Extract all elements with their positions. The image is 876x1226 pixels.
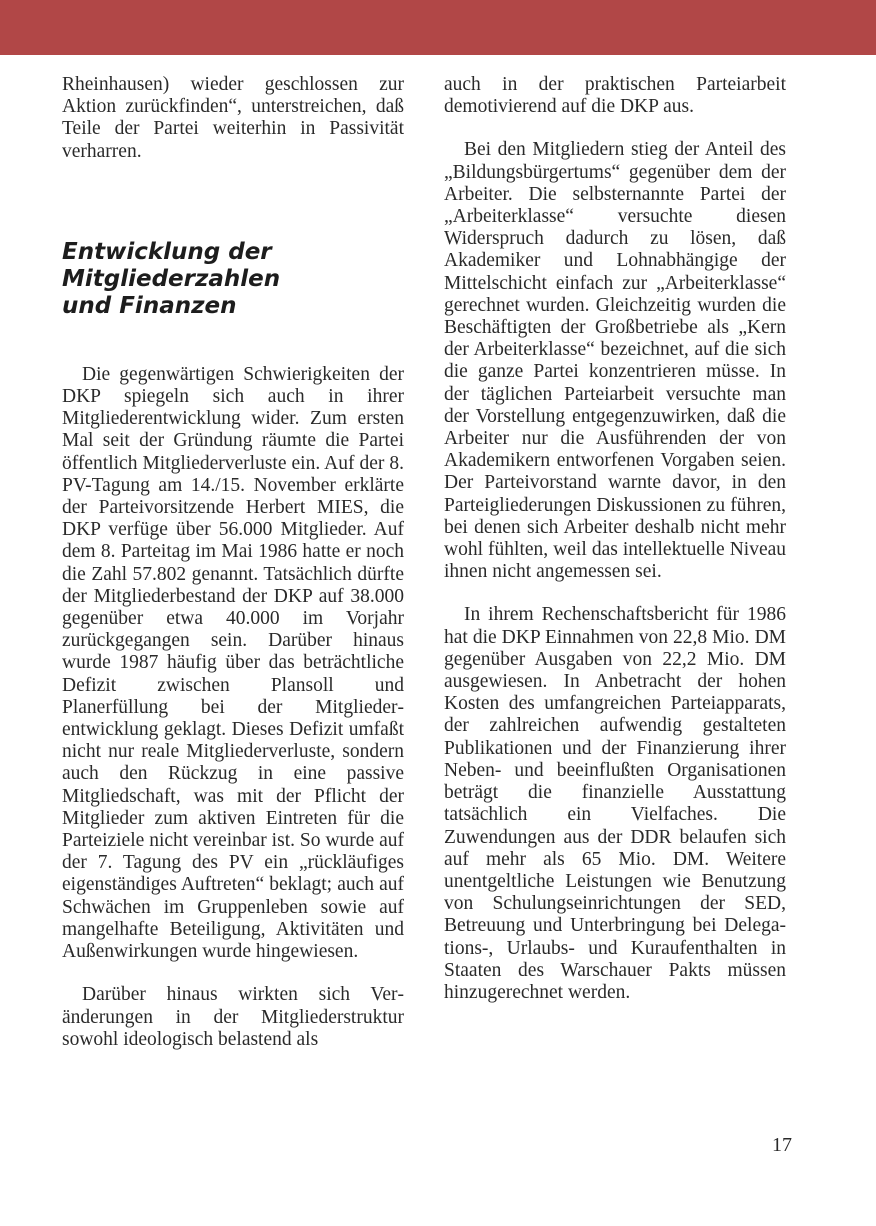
paragraph-continued-right: auch in der praktischen Parteiarbeit demotivierend auf die DKP aus.: [444, 74, 786, 118]
section-heading: [62, 239, 404, 320]
left-column: [62, 74, 404, 1051]
header-color-bar: [0, 0, 876, 55]
section-heading-line3: und Finanzen: [62, 292, 237, 319]
right-column: [444, 74, 786, 1004]
paragraph-finances: In ihrem Rechenschaftsbericht für 1986 hat die DKP Einnahmen von 22,8 Mio. DM gegenüber Ausgaben von 22,2 Mio. DM ausgewiesen. In Anbetracht der hohen Kosten des umfangreichen Parteiapparats, der zahlreichen aufwendig gestalteten Publikationen und der Finanzierung ihrer Neben- und beeinflußten Organisationen beträgt die finanzielle Ausstattung tatsächlich ein Vielfaches. Die Zuwendungen aus der DDR belaufen sich auf mehr als 65 Mio. DM. Weitere unentgeltliche Leistungen wie Benutzung von Schulungseinrichtungen der SED, Betreuung und Unterbringung bei Delegations-, Urlaubs- und Kuraufenthalten in Staaten des Warschauer Pakts müssen hinzugerechnet werden.: [444, 604, 786, 1003]
paragraph-membership: Die gegenwärtigen Schwierigkeiten der DKP spiegeln sich auch in ihrer Mitgliederentwicklung wider. Zum ersten Mal seit der Gründung räumte die Partei öffentlich Mitgliederverluste ein. Auf der 8. PV-Tagung am 14./15. November erklärte der Parteivorsitzende Herbert MIES, die DKP verfüge über 56.000 Mitglieder. Auf dem 8. Parteitag im Mai 1986 hatte er noch die Zahl 57.802 genannt. Tatsächlich dürfte der Mitgliederbestand der DKP auf 38.000 gegenüber etwa 40.000 im Vorjahr zurückgegangen sein. Darüber hinaus wurde 1987 häufig über das beträchtliche Defizit zwischen Plansoll und Planerfüllung bei der Mitgliederentwicklung geklagt. Dieses Defizit umfaßt nicht nur reale Mitgliederverluste, sondern auch den Rückzug in eine passive Mitgliedschaft, was mit der Pflicht der Mitglieder zum aktiven Eintreten für die Parteiziele nicht vereinbar ist. So wurde auf der 7. Tagung des PV ein „rückläufiges eigenständiges Auftreten“ beklagt; auch auf Schwächen im Gruppenleben sowie auf mangelhafte Beteiligung, Aktivitäten und Außenwirkungen wurde hingewiesen.: [62, 363, 404, 963]
section-heading-line1: Entwicklung der: [62, 238, 272, 265]
paragraph-structure-changes: Darüber hinaus wirkten sich Veränderungen in der Mitgliederstruktur sowohl ideologisch belastend als: [62, 984, 404, 1050]
section-heading-line2: Mitgliederzahlen: [62, 265, 281, 292]
page-number: 17: [772, 1134, 792, 1156]
paragraph-education: Bei den Mitgliedern stieg der Anteil des „Bildungsbürgertums“ gegenüber dem der Arbeiter. Die selbsternannte Partei der „Arbeiterklasse“ versuchte diesen Widerspruch dadurch zu lösen, daß Akademiker und Lohnabhängige der Mittelschicht einfach zur „Arbeiterklasse“ gerechnet wurden. Gleichzeitig wurden die Beschäftigten der Großbetriebe als „Kern der Arbeiterklasse“ bezeichnet, auf die sich die ganze Partei konzentrieren müsse. In der täglichen Parteiarbeit versuchte man der Vorstellung entgegenzuwirken, daß die Arbeiter nur die Ausführenden der von Akademikern entworfenen Vorgaben seien. Der Parteivorstand warnte davor, in den Parteigliederungen Diskussionen zu führen, bei denen sich Arbeiter deshalb nicht mehr wohl fühlten, weil das intellektuelle Niveau ihnen nicht angemessen sei.: [444, 139, 786, 583]
paragraph-continued: Rheinhausen) wieder geschlossen zur Aktion zurückfinden“, unterstreichen, daß Teile der Partei weiterhin in Passivität verharren.: [62, 74, 404, 162]
